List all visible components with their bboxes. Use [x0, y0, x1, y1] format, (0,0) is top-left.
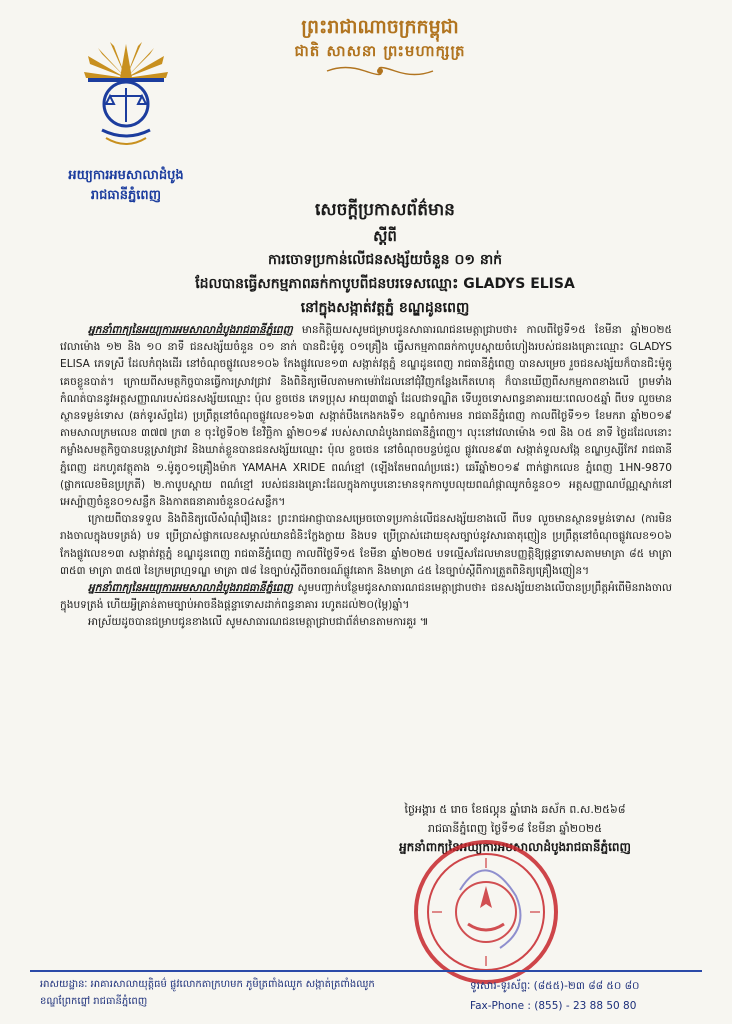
- kingdom-motto: ជាតិ សាសនា ព្រះមហាក្សត្រ: [294, 42, 466, 60]
- paragraph-1: [60, 322, 672, 511]
- press-release-title: សេចក្ដីប្រកាសព័ត៌មាន: [315, 200, 455, 220]
- spokesperson-lead: អ្នកនាំពាក្យនៃអយ្យការអមសាលាដំបូងរាជធានីភ្នំពេញ: [88, 324, 293, 336]
- subject-line-2: ដែលបានធ្វើសកម្មភាពឆក់កាបូបពីជនបរទេសឈ្មោះ GLADYS ELISA: [195, 276, 575, 292]
- title-block: [150, 196, 620, 320]
- about-heading: ស្ដីពី: [373, 227, 397, 245]
- kingdom-header: [250, 14, 510, 78]
- footer-address: [40, 976, 420, 1010]
- lunar-date: ថ្ងៃអង្គារ ៥ រោច ខែផល្គុន ឆ្នាំរោង ឆស័ក ព.ស.២៥៦៨: [404, 803, 626, 816]
- address-line-1: អាសយដ្ឋានៈ អាគារសាលាយុត្តិធម៌ ផ្លូវលោកតាក្រហមក ភូមិត្រពាំងឈូក សង្កាត់ត្រពាំងឈូក: [40, 979, 375, 990]
- paragraph-3-text: សូមបញ្ជាក់បន្ថែមជូនសាធារណជនមេត្តាជ្រាបថា៖ ជនសង្ស័យខាងលើបានប្រព្រឹត្តអំពើមិនរាងចាលក្នុងបទត្រង់ ហើយអ្វីគ្រាន់តាមច្បាប់អាចនឹងផ្ដន្ទាទោសដាក់ពន្ធនាគារ រហូតដល់២០(ម្ភៃ)ឆ្នាំ។: [60, 582, 672, 612]
- subject-line-3: នៅក្នុងសង្កាត់វត្តភ្នំ ខណ្ឌដូនពេញ: [300, 300, 470, 316]
- kingdom-title: ព្រះរាជាណាចក្រកម្ពុជា: [301, 16, 459, 38]
- body-text: [60, 322, 672, 632]
- ornament-divider-icon: [325, 64, 435, 78]
- phone-khmer: ទូរសារ-ទូរស័ព្ទៈ (៨៥៥)-២៣ ៨៨ ៥០ ៨០: [470, 980, 640, 992]
- office-line-1: អយ្យការអមសាលាដំបូង: [68, 168, 184, 183]
- phone-english: Fax-Phone : (855) - 23 88 50 80: [470, 1000, 637, 1012]
- footer-divider: [30, 970, 702, 972]
- paragraph-4: អាស្រ័យដូចបានជម្រាបជូនខាងលើ សូមសាធារណជនមេត្តាជ្រាបជាព័ត៌មានតាមការគួរ ៕: [88, 616, 429, 629]
- place-date: រាជធានីភ្នំពេញ ថ្ងៃទី១៨ ខែមីនា ឆ្នាំ២០២៥: [427, 822, 603, 835]
- office-line-2: រាជធានីភ្នំពេញ: [90, 188, 162, 203]
- paragraph-1-text: មានកិត្តិយសសូមជម្រាបជូនសាធារណជនមេត្តាជ្រាបថា៖ កាលពីថ្ងៃទី១៥ ខែមីនា ឆ្នាំ២០២៥ វេលាម៉ោង ១២ និង ១០ នាទី ជនសង្ស័យចំនួន ០១ នាក់ បានជិះម៉ូតូ ០១គ្រឿង ធ្វើសកម្មភាពឆក់កាបូបស្ពាយចំហៀងរបស់ជនរងគ្រោះឈ្មោះ GLADYS ELISA ភេទស្រី ដែលកំពុងដើរ នៅចំណុចផ្លូវលេខ១០៦ កែងផ្លូវលេខ១៣ សង្កាត់វត្តភ្នំ ខណ្ឌដូនពេញ រាជធានីភ្នំពេញ បានសម្រេច រួចជនសង្ស័យក៏បានជិះម៉ូតូគេចខ្លួនបាត់។ ក្រោយពីសមត្ថកិច្ចបានធ្វើការស្រាវជ្រាវ និងពិនិត្យមើលតាមកាមេរ៉ាដែលនៅជុំវិញកន្លែងកើតហេតុ ក៏បានឃើញពីសកម្មភាពខាងលើ ព្រមទាំងកំណត់បាននូវអត្តសញ្ញាណរបស់ជនសង្ស័យឈ្មោះ ប៉ុល ខ្ចចថេន ភេទប្រុស អាយុ៣៣ឆ្នាំ ដែលជាទណ្ឌិត ទើបរួចទោសពន្ធនាគាររយៈពេល០៥ឆ្នាំ ពីបទ លួចមានស្ថានទម្ងន់ទោស (ឆក់ទូរស័ព្ទដៃ) ប្រព្រឹត្តនៅចំណុចផ្លូវលេខ១៦៣ សង្កាត់បឹងកេងកងទី១ ខណ្ឌចំការមន រាជធានីភ្នំពេញ កាលពីថ្ងៃទី១១ ខែមករា ឆ្នាំ២០១៩ តាមសាលក្រមលេខ ៣៧៧ ក្រ៣ ខ ចុះថ្ងៃទី០២ ខែវិច្ឆិកា ឆ្នាំ២០១៩ របស់សាលាដំបូងរាជធានីភ្នំពេញ។ លុះនៅវេលាម៉ោង ១៧ និង ០៥ នាទី ថ្ងៃដដែលនោះ កម្លាំងសមត្ថកិច្ចបានបន្តស្រាវជ្រាវ និងឃាត់ខ្លួនបានជនសង្ស័យឈ្មោះ ប៉ុល ខ្ចចថេន នៅចំណុចបន្ទប់ជួល ផ្លូវលេខ៩៣ សង្កាត់ទួលសង្កែ ខណ្ឌឫស្សីកែវ រាជធានីភ្នំពេញ ដកហូតវត្ថុតាង ១.ម៉ូតូ០១គ្រឿងម៉ាក YAMAHA XRIDE ពណ៌ខ្មៅ (ឡើងតែមពណ៌ប្រផេះ) ឆេរីឆ្នាំ២០១៩ ពាក់ផ្លាកលេខ ភ្នំពេញ 1HN-9870 (ផ្លាកលេខមិនប្រក្រតី) ២.កាបូបស្ពាយ ពណ៌ខ្មៅ របស់ជនរងគ្រោះដែលក្នុងកាបូបនោះមានទុកកាបូបលុយពណ៌ផ្កាឈូកចំនួន០១ អត្តសញ្ញាណប័ណ្ណស្នាក់នៅអេស្ប៉ាញចំនួន០១សន្លឹក និងកាតធនាគារចំនួន០៤សន្លឹក។: [60, 324, 672, 509]
- paragraph-3: [60, 580, 672, 614]
- official-seal-icon: [412, 838, 560, 986]
- footer-contact: [470, 976, 710, 1016]
- subject-line-1: ការចោទប្រកាន់លើជនសង្ស័យចំនួន ០១ នាក់: [267, 252, 503, 268]
- prosecution-emblem-icon: [80, 38, 172, 158]
- spokesperson-lead-2: អ្នកនាំពាក្យនៃអយ្យការអមសាលាដំបូងរាជធានីភ្នំពេញ: [88, 582, 293, 595]
- address-line-2: ខណ្ឌព្រែកព្នៅ រាជធានីភ្នំពេញ: [40, 996, 148, 1007]
- paragraph-2: ក្រោយពីបានទទួល និងពិនិត្យលើសំណុំរឿងនេះ ព្រះរាជអាជ្ញាបានសម្រេចចោទប្រកាន់លើជនសង្ស័យខាងលើ ពីបទ លួចមានស្ថានទម្ងន់ទោស (ការមិនរាងចាលក្នុងបទត្រង់) បទ ប្រើប្រាស់ផ្លាកលេខសម្គាល់យានជំនិះក្លែងក្លាយ និងបទ ប្រើប្រាស់ដោយខុសច្បាប់នូវសារធាតុញៀន ប្រព្រឹត្តនៅចំណុចផ្លូវលេខ១០៦ កែងផ្លូវលេខ១៣ សង្កាត់វត្តភ្នំ ខណ្ឌដូនពេញ រាជធានីភ្នំពេញ កាលពីថ្ងៃទី១៥ ខែមីនា ឆ្នាំ២០២៥ បទល្មើសដែលមានបញ្ញត្តិឱ្យផ្ដន្ទាទោសតាមមាត្រា ៨៥ មាត្រា ៣៥៣ មាត្រា ៣៥៧ នៃក្រមព្រហ្មទណ្ឌ មាត្រា ៧៨ នៃច្បាប់ស្ដីពីចរាចរណ៍ផ្លូវគោក និងមាត្រា ៤៥ នៃច្បាប់ស្ដីពីការត្រួតពិនិត្យគ្រឿងញៀន។: [60, 513, 672, 577]
- signatory-role: អ្នកនាំពាក្យនៃអយ្យការអមសាលាដំបូងរាជធានីភ្នំពេញ: [399, 840, 631, 854]
